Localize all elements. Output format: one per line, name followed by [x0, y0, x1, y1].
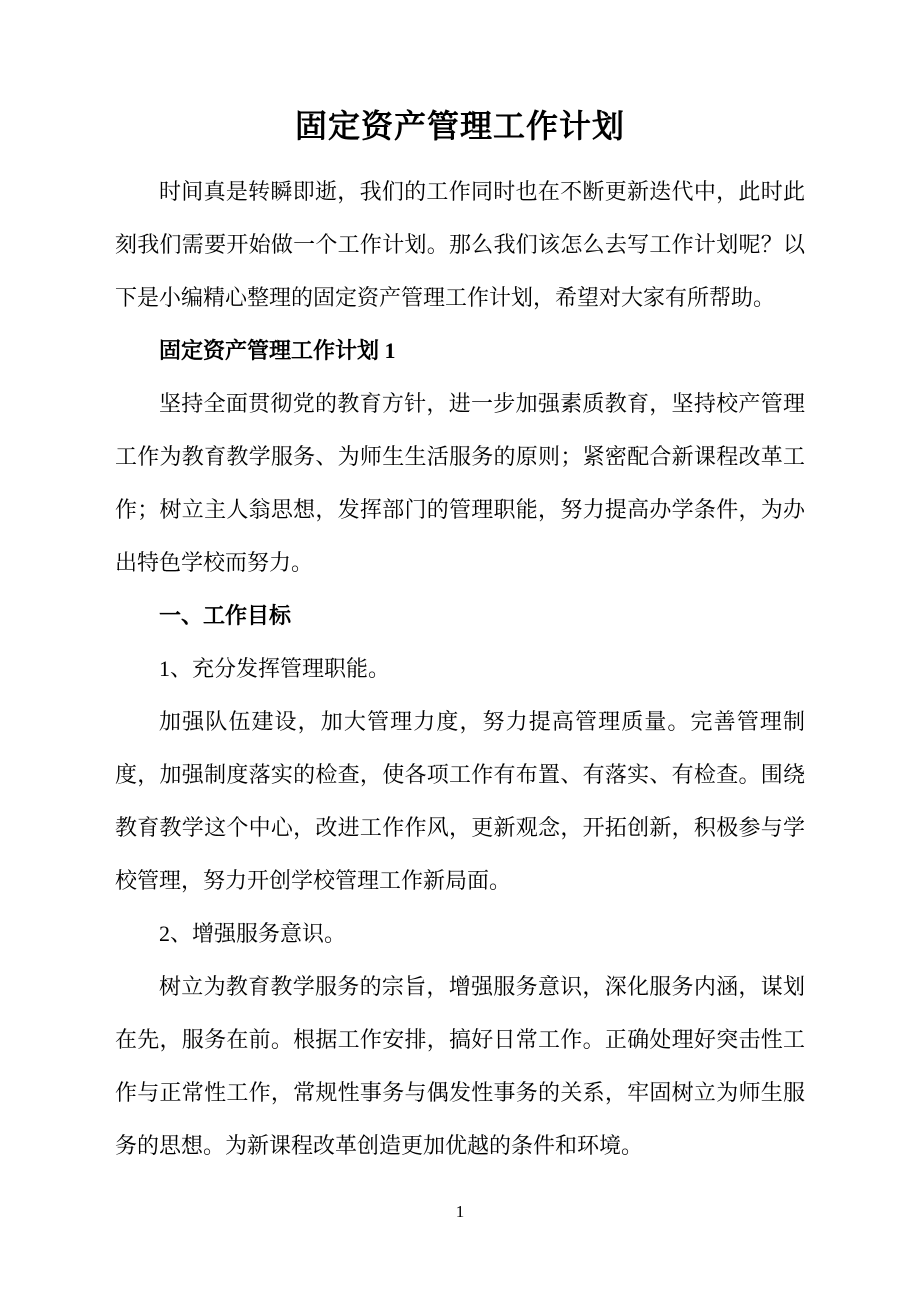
- section-heading-work-goals: 一、工作目标: [159, 603, 292, 628]
- list-item-2: 2、增强服务意识。: [159, 921, 347, 946]
- paragraph: 坚持全面贯彻党的教育方针，进一步加强素质教育，坚持校产管理工作为教育教学服务、为师生生活服务的原则；紧密配合新课程改革工作；树立主人翁思想，发挥部门的管理职能，努力提高办学条件，为办出特色学校而努力。: [115, 391, 805, 575]
- paragraph: 加强队伍建设，加大管理力度，努力提高管理质量。完善管理制度，加强制度落实的检查，使各项工作有布置、有落实、有检查。围绕教育教学这个中心，改进工作作风，更新观念，开拓创新，积极参与学校管理，努力开创学校管理工作新局面。: [115, 709, 805, 893]
- page-number: 1: [455, 1202, 465, 1221]
- intro-paragraph: 时间真是转瞬即逝，我们的工作同时也在不断更新迭代中，此时此刻我们需要开始做一个工作计划。那么我们该怎么去写工作计划呢？以下是小编精心整理的固定资产管理工作计划，希望对大家有所帮助。: [115, 179, 805, 310]
- list-item-1: 1、充分发挥管理职能。: [159, 656, 391, 681]
- document-body: [115, 165, 805, 1172]
- section-heading-plan-1: 固定资产管理工作计划 1: [159, 338, 396, 363]
- paragraph: 树立为教育教学服务的宗旨，增强服务意识，深化服务内涵，谋划在先，服务在前。根据工作安排，搞好日常工作。正确处理好突击性工作与正常性工作，常规性事务与偶发性事务的关系，牢固树立为师生服务的思想。为新课程改革创造更加优越的条件和环境。: [115, 974, 805, 1158]
- document-title: 固定资产管理工作计划: [294, 107, 625, 145]
